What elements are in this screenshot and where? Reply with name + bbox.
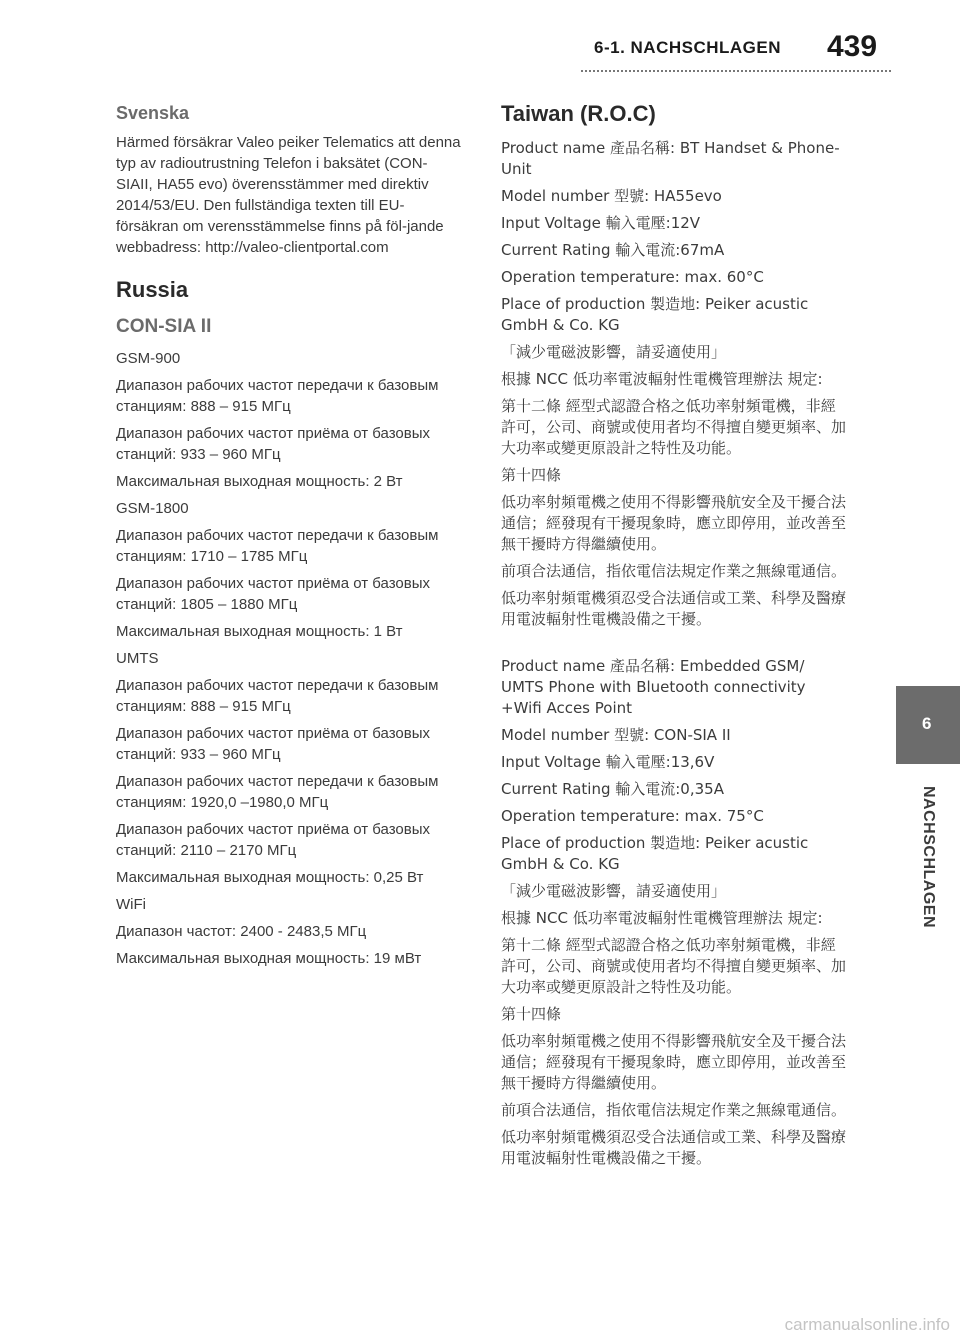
svenska-heading: Svenska (116, 103, 190, 123)
russia-paragraph: Максимальная выходная мощность: 1 Вт (116, 623, 403, 640)
russia-paragraph: Диапазон рабочих частот приёма от базовых станций: 1805 – 1880 МГц (116, 575, 431, 613)
taiwan-paragraph: Operation temperature: max. 75°C (501, 807, 764, 825)
taiwan-paragraph: Place of production 製造地: Peiker acustic GmbH & Co. KG (501, 295, 809, 334)
right-column (501, 100, 846, 1175)
russia-paragraph: Диапазон рабочих частот приёма от базовых станций: 933 – 960 МГц (116, 725, 431, 763)
svenska-section (116, 100, 461, 258)
section-title: 6-1. NACHSCHLAGEN (594, 38, 782, 57)
page-header (0, 0, 960, 88)
taiwan-paragraph: Input Voltage 輸入電壓:12V (501, 214, 701, 232)
chapter-label: NACHSCHLAGEN (920, 786, 937, 928)
russia-section (116, 276, 461, 969)
taiwan-paragraph: 低功率射頻電機之使用不得影響飛航安全及干擾合法通信；經發現有干擾現象時，應立即停用，並改善至無干擾時方得繼續使用。 (501, 1032, 847, 1092)
taiwan-heading: Taiwan (R.O.C) (501, 101, 656, 126)
taiwan-paragraph: 前項合法通信，指依電信法規定作業之無線電通信。 (501, 1101, 847, 1119)
russia-paragraph: Диапазон рабочих частот приёма от базовых станций: 933 – 960 МГц (116, 425, 431, 463)
taiwan-paragraph: 第十四條 (501, 1005, 562, 1023)
chapter-number: 6 (922, 714, 932, 733)
taiwan-paragraph: Operation temperature: max. 60°C (501, 268, 764, 286)
block-spacer (501, 636, 846, 656)
russia-paragraph: GSM-1800 (116, 500, 189, 517)
taiwan-paragraph: Current Rating 輸入電流:67mA (501, 241, 725, 259)
taiwan-paragraph: 低功率射頻電機須忍受合法通信或工業、科學及醫療用電波輻射性電機設備之干擾。 (501, 589, 847, 628)
russia-paragraph: Диапазон рабочих частот передачи к базовым станциям: 1920,0 –1980,0 МГц (116, 773, 439, 811)
russia-paragraph: Диапазон рабочих частот приёма от базовых станций: 2110 – 2170 МГц (116, 821, 431, 859)
taiwan-paragraph: 「減少電磁波影響，請妥適使用」 (501, 343, 727, 361)
russia-paragraph: Максимальная выходная мощность: 19 мВт (116, 950, 422, 967)
svenska-text: Härmed försäkrar Valeo peiker Telematics att denna typ av radioutrustning Telefon i baksätet (CON-SIAII, HA55 evo) överensstämmer med direktiv 2014/53/EU. Den fullständiga texten till EU-försäkran om verensstämmelse finns på föl-jande webbadress: http://valeo-clientportal.com (116, 134, 461, 256)
taiwan-paragraph: 根據 NCC 低功率電波輻射性電機管理辦法 規定: (501, 370, 823, 388)
russia-subheading: CON-SIA II (116, 316, 212, 337)
taiwan-paragraph: Current Rating 輸入電流:0,35A (501, 780, 724, 798)
russia-paragraph: Диапазон рабочих частот передачи к базовым станциям: 888 – 915 МГц (116, 677, 439, 715)
russia-paragraph: UMTS (116, 650, 159, 667)
taiwan-paragraph: 第十四條 (501, 466, 562, 484)
russia-paragraph: Диапазон рабочих частот передачи к базовым станциям: 1710 – 1785 МГц (116, 527, 439, 565)
taiwan-paragraph: Product name 產品名稱: Embedded GSM/ UMTS Phone with Bluetooth connectivity +Wifi Acces Point (501, 657, 806, 717)
page-number: 439 (827, 30, 878, 63)
taiwan-paragraph: Input Voltage 輸入電壓:13,6V (501, 753, 715, 771)
russia-paragraph: Максимальная выходная мощность: 0,25 Вт (116, 869, 424, 886)
taiwan-paragraph: Product name 產品名稱: BT Handset & Phone-Unit (501, 139, 840, 178)
russia-heading: Russia (116, 277, 189, 302)
russia-paragraph: GSM-900 (116, 350, 181, 367)
russia-paragraph: Диапазон частот: 2400 - 2483,5 МГц (116, 923, 367, 940)
watermark: carmanualsonline.info (784, 1315, 950, 1334)
taiwan-paragraph: Model number 型號: HA55evo (501, 187, 722, 205)
taiwan-paragraph: 根據 NCC 低功率電波輻射性電機管理辦法 規定: (501, 909, 823, 927)
russia-paragraph: Максимальная выходная мощность: 2 Вт (116, 473, 403, 490)
left-column (116, 100, 461, 975)
taiwan-paragraph: Place of production 製造地: Peiker acustic GmbH & Co. KG (501, 834, 809, 873)
russia-paragraph: Диапазон рабочих частот передачи к базовым станциям: 888 – 915 МГц (116, 377, 439, 415)
russia-paragraphs (116, 348, 461, 969)
taiwan-block-embedded-phone (501, 656, 846, 1169)
taiwan-paragraph: 第十二條 經型式認證合格之低功率射頻電機，非經許可，公司、商號或使用者均不得擅自變更頻率、加大功率或變更原設計之特性及功能。 (501, 936, 847, 996)
taiwan-paragraph: 「減少電磁波影響，請妥適使用」 (501, 882, 727, 900)
taiwan-block-bt-handset (501, 138, 846, 630)
header-divider (581, 70, 891, 72)
taiwan-paragraph: 第十二條 經型式認證合格之低功率射頻電機，非經許可，公司、商號或使用者均不得擅自變更頻率、加大功率或變更原設計之特性及功能。 (501, 397, 847, 457)
taiwan-paragraph: 低功率射頻電機須忍受合法通信或工業、科學及醫療用電波輻射性電機設備之干擾。 (501, 1128, 847, 1167)
taiwan-paragraph: Model number 型號: CON-SIA II (501, 726, 731, 744)
russia-paragraph: WiFi (116, 896, 146, 913)
taiwan-paragraph: 低功率射頻電機之使用不得影響飛航安全及干擾合法通信；經發現有干擾現象時，應立即停用，並改善至無干擾時方得繼續使用。 (501, 493, 847, 553)
chapter-tab (896, 686, 960, 764)
taiwan-paragraph: 前項合法通信，指依電信法規定作業之無線電通信。 (501, 562, 847, 580)
